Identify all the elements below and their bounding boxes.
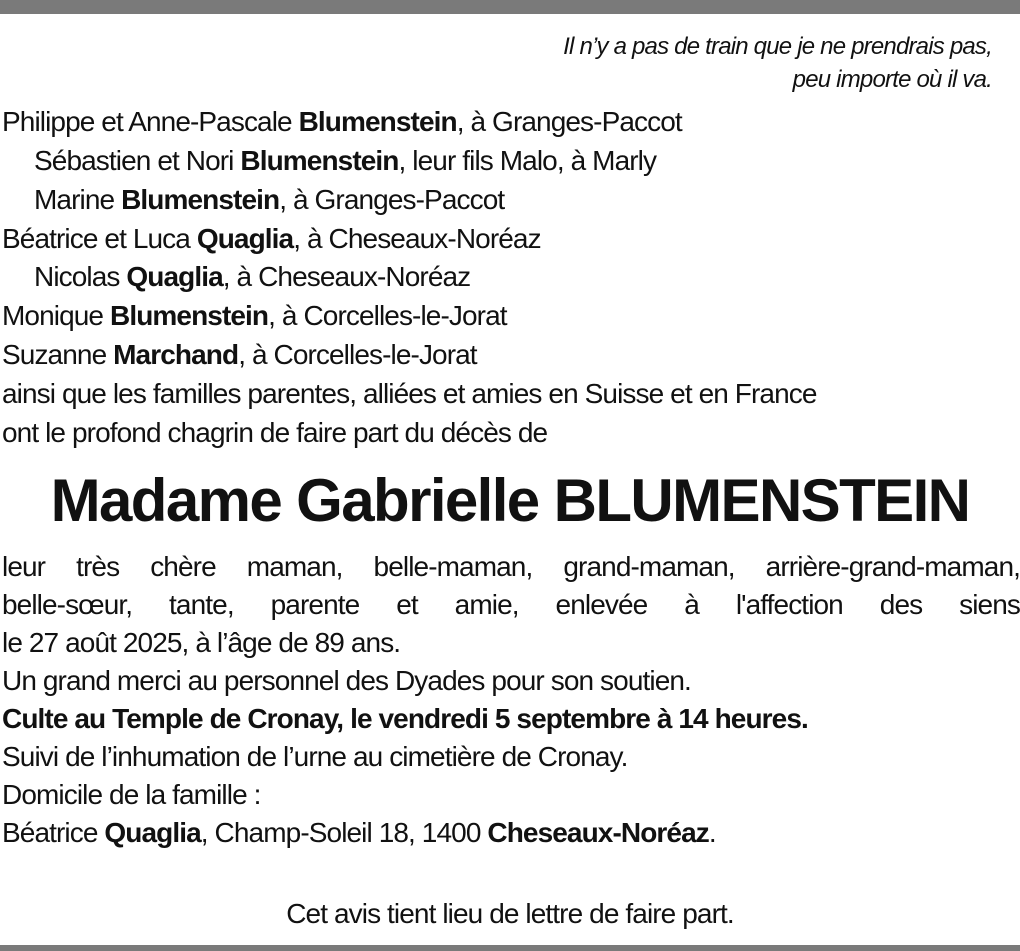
relatives-line: ainsi que les familles parentes, alliées et amies en Suisse et en France <box>2 378 817 409</box>
family-surname: Blumenstein <box>240 145 399 176</box>
bottom-rule <box>0 945 1020 951</box>
thanks-line: Un grand merci au personnel des Dyades pour son soutien. <box>2 665 691 696</box>
family-line: Monique Blumenstein, à Corcelles-le-Jorat <box>2 300 507 331</box>
family-surname: Marchand <box>113 339 239 370</box>
family-surname: Blumenstein <box>110 300 269 331</box>
burial-line: Suivi de l’inhumation de l’urne au cimetière de Cronay. <box>2 741 628 772</box>
family-line: Suzanne Marchand, à Corcelles-le-Jorat <box>2 339 477 370</box>
deceased-name: Madame Gabrielle BLUMENSTEIN <box>50 467 970 534</box>
epigraph <box>563 30 992 96</box>
family-line: Marine Blumenstein, à Granges-Paccot <box>34 184 505 215</box>
family-surname: Blumenstein <box>121 184 280 215</box>
family-line: Béatrice et Luca Quaglia, à Cheseaux-Noréaz <box>2 223 541 254</box>
family-line: Nicolas Quaglia, à Cheseaux-Noréaz <box>34 261 471 292</box>
epigraph-line-2: peu importe où il va. <box>792 66 992 93</box>
domicile-label: Domicile de la famille : <box>2 779 261 810</box>
tribute-line-3: le 27 août 2025, à l’âge de 89 ans. <box>2 627 401 658</box>
family-surname: Quaglia <box>126 261 223 292</box>
family-address: Béatrice Quaglia, Champ-Soleil 18, 1400 Cheseaux-Noréaz. <box>2 817 716 848</box>
epigraph-line-1: Il n’y a pas de train que je ne prendrais pas, <box>563 33 992 60</box>
family-surname: Quaglia <box>196 223 294 254</box>
footer-note: Cet avis tient lieu de lettre de faire part. <box>286 898 734 929</box>
family-line: Philippe et Anne-Pascale Blumenstein, à Granges-Paccot <box>2 106 682 137</box>
announcement-line: ont le profond chagrin de faire part du décès de <box>2 417 548 448</box>
tribute-line-2: belle-sœur, tante, parente et amie, enlevée à l'affection des siens <box>2 589 1020 620</box>
tribute-line-1: leur très chère maman, belle-maman, grand-maman, arrière-grand-maman, <box>2 551 1020 582</box>
top-rule <box>0 0 1020 14</box>
family-surname: Blumenstein <box>298 106 457 137</box>
family-line: Sébastien et Nori Blumenstein, leur fils Malo, à Marly <box>34 145 657 176</box>
tribute-text <box>2 548 1020 852</box>
ceremony-line: Culte au Temple de Cronay, le vendredi 5 septembre à 14 heures. <box>2 703 808 734</box>
